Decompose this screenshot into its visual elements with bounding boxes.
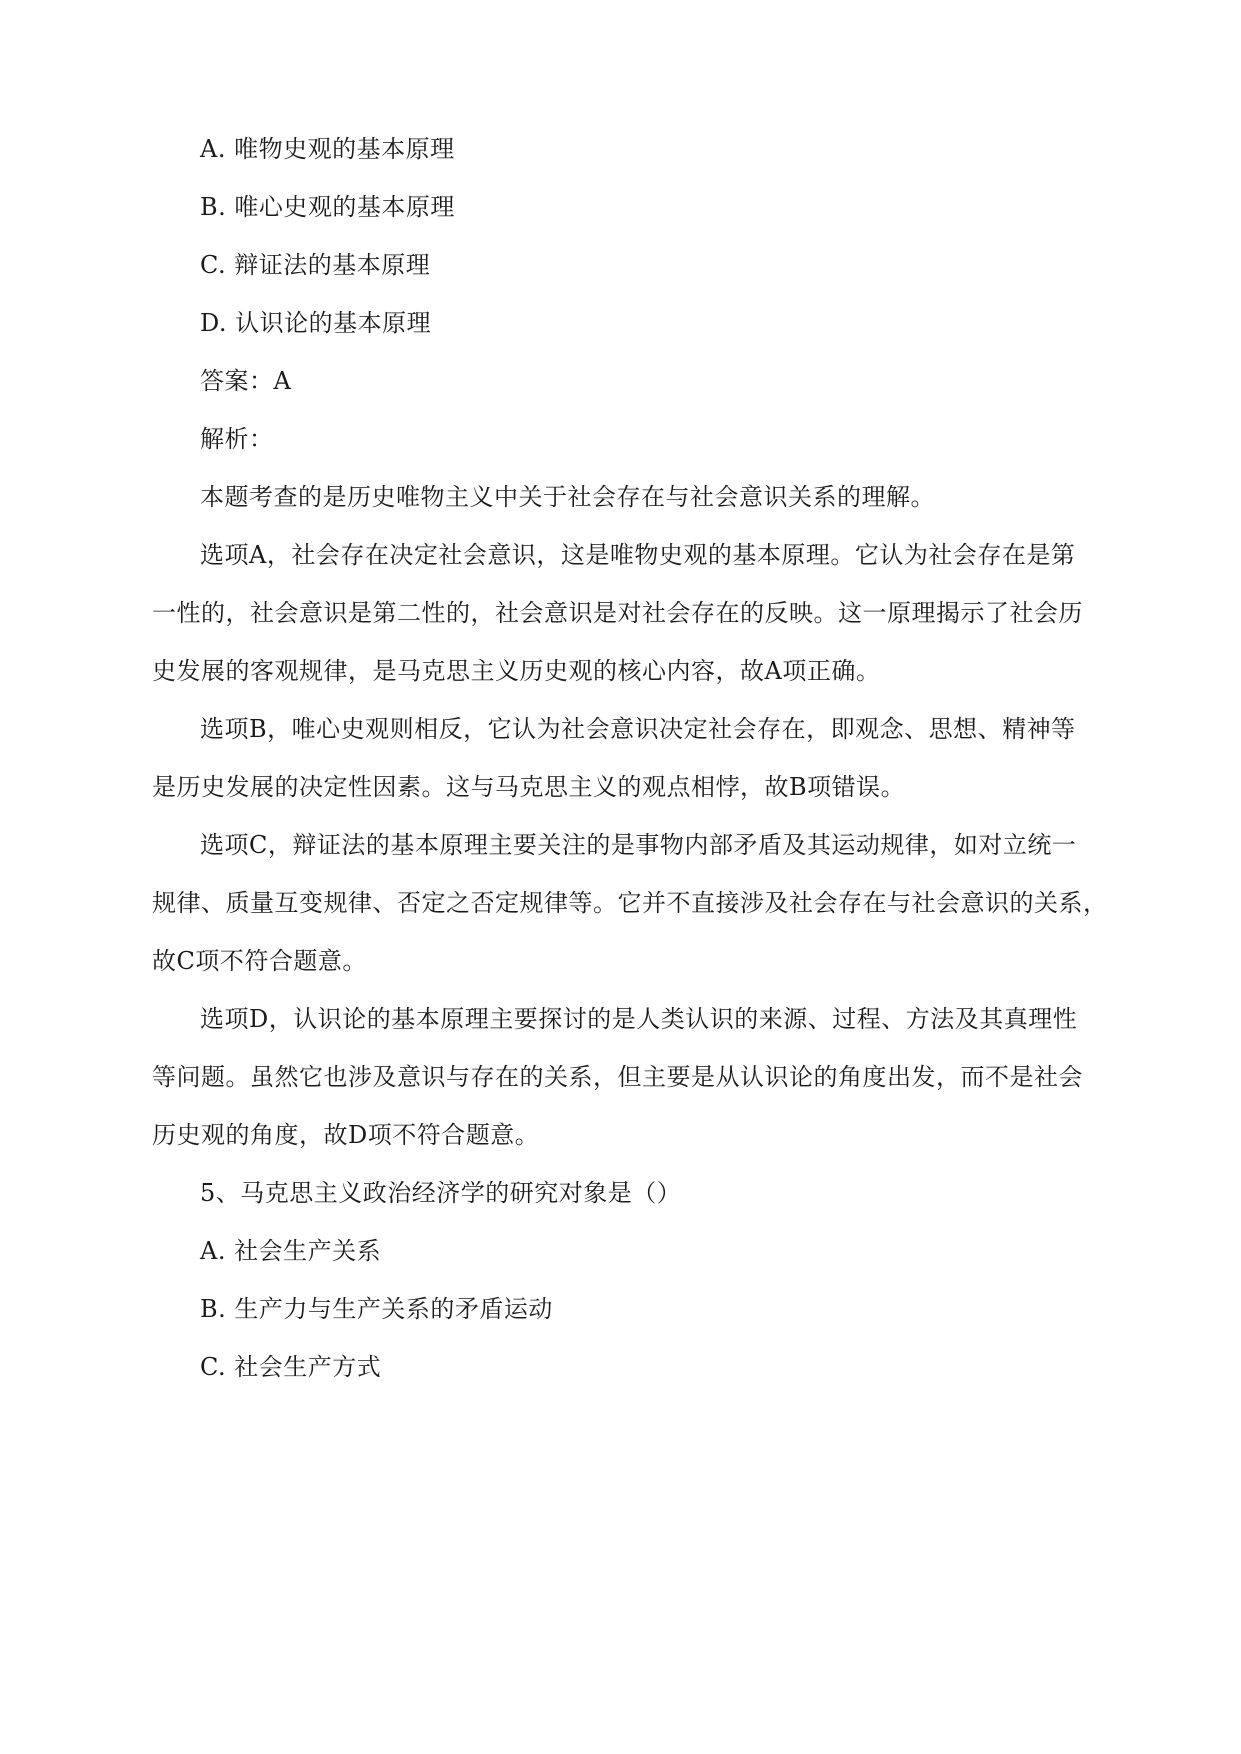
- q4-option-d: D. 认识论的基本原理: [200, 309, 432, 337]
- q4-option-a: A. 唯物史观的基本原理: [200, 135, 455, 163]
- q4-analysis-label: 解析：: [200, 425, 274, 453]
- q4-analysis-d-line-3: 历史观的角度，故D项不符合题意。: [152, 1121, 540, 1149]
- q4-analysis-d-line-2: 等问题。虽然它也涉及意识与存在的关系，但主要是从认识论的角度出发，而不是社会: [152, 1063, 1083, 1091]
- q5-option-c: C. 社会生产方式: [200, 1353, 382, 1381]
- q4-analysis-d-line-1: 选项D，认识论的基本原理主要探讨的是人类认识的来源、过程、方法及其真理性: [200, 1005, 1078, 1033]
- q4-answer: 答案：A: [200, 367, 292, 395]
- q4-analysis-intro: 本题考查的是历史唯物主义中关于社会存在与社会意识关系的理解。: [200, 483, 935, 511]
- q4-analysis-c-line-1: 选项C，辩证法的基本原理主要关注的是事物内部矛盾及其运动规律，如对立统一: [200, 831, 1077, 859]
- q4-analysis-c-line-3: 故C项不符合题意。: [152, 947, 367, 975]
- q4-analysis-a-line-3: 史发展的客观规律，是马克思主义历史观的核心内容，故A项正确。: [152, 657, 881, 685]
- q5-stem: 5、马克思主义政治经济学的研究对象是（）: [200, 1179, 682, 1207]
- q4-option-b: B. 唯心史观的基本原理: [200, 193, 455, 221]
- q4-analysis-a-line-1: 选项A，社会存在决定社会意识，这是唯物史观的基本原理。它认为社会存在是第: [200, 541, 1076, 569]
- q4-analysis-b-line-1: 选项B，唯心史观则相反，它认为社会意识决定社会存在，即观念、思想、精神等: [200, 715, 1076, 743]
- q5-option-b: B. 生产力与生产关系的矛盾运动: [200, 1295, 553, 1323]
- q5-option-a: A. 社会生产关系: [200, 1237, 382, 1265]
- q4-analysis-a-line-2: 一性的，社会意识是第二性的，社会意识是对社会存在的反映。这一原理揭示了社会历: [152, 599, 1083, 627]
- q4-analysis-b-line-2: 是历史发展的决定性因素。这与马克思主义的观点相悖，故B项错误。: [152, 773, 906, 801]
- q4-option-c: C. 辩证法的基本原理: [200, 251, 431, 279]
- q4-analysis-c-line-2: 规律、质量互变规律、否定之否定规律等。它并不直接涉及社会存在与社会意识的关系，: [152, 889, 1108, 917]
